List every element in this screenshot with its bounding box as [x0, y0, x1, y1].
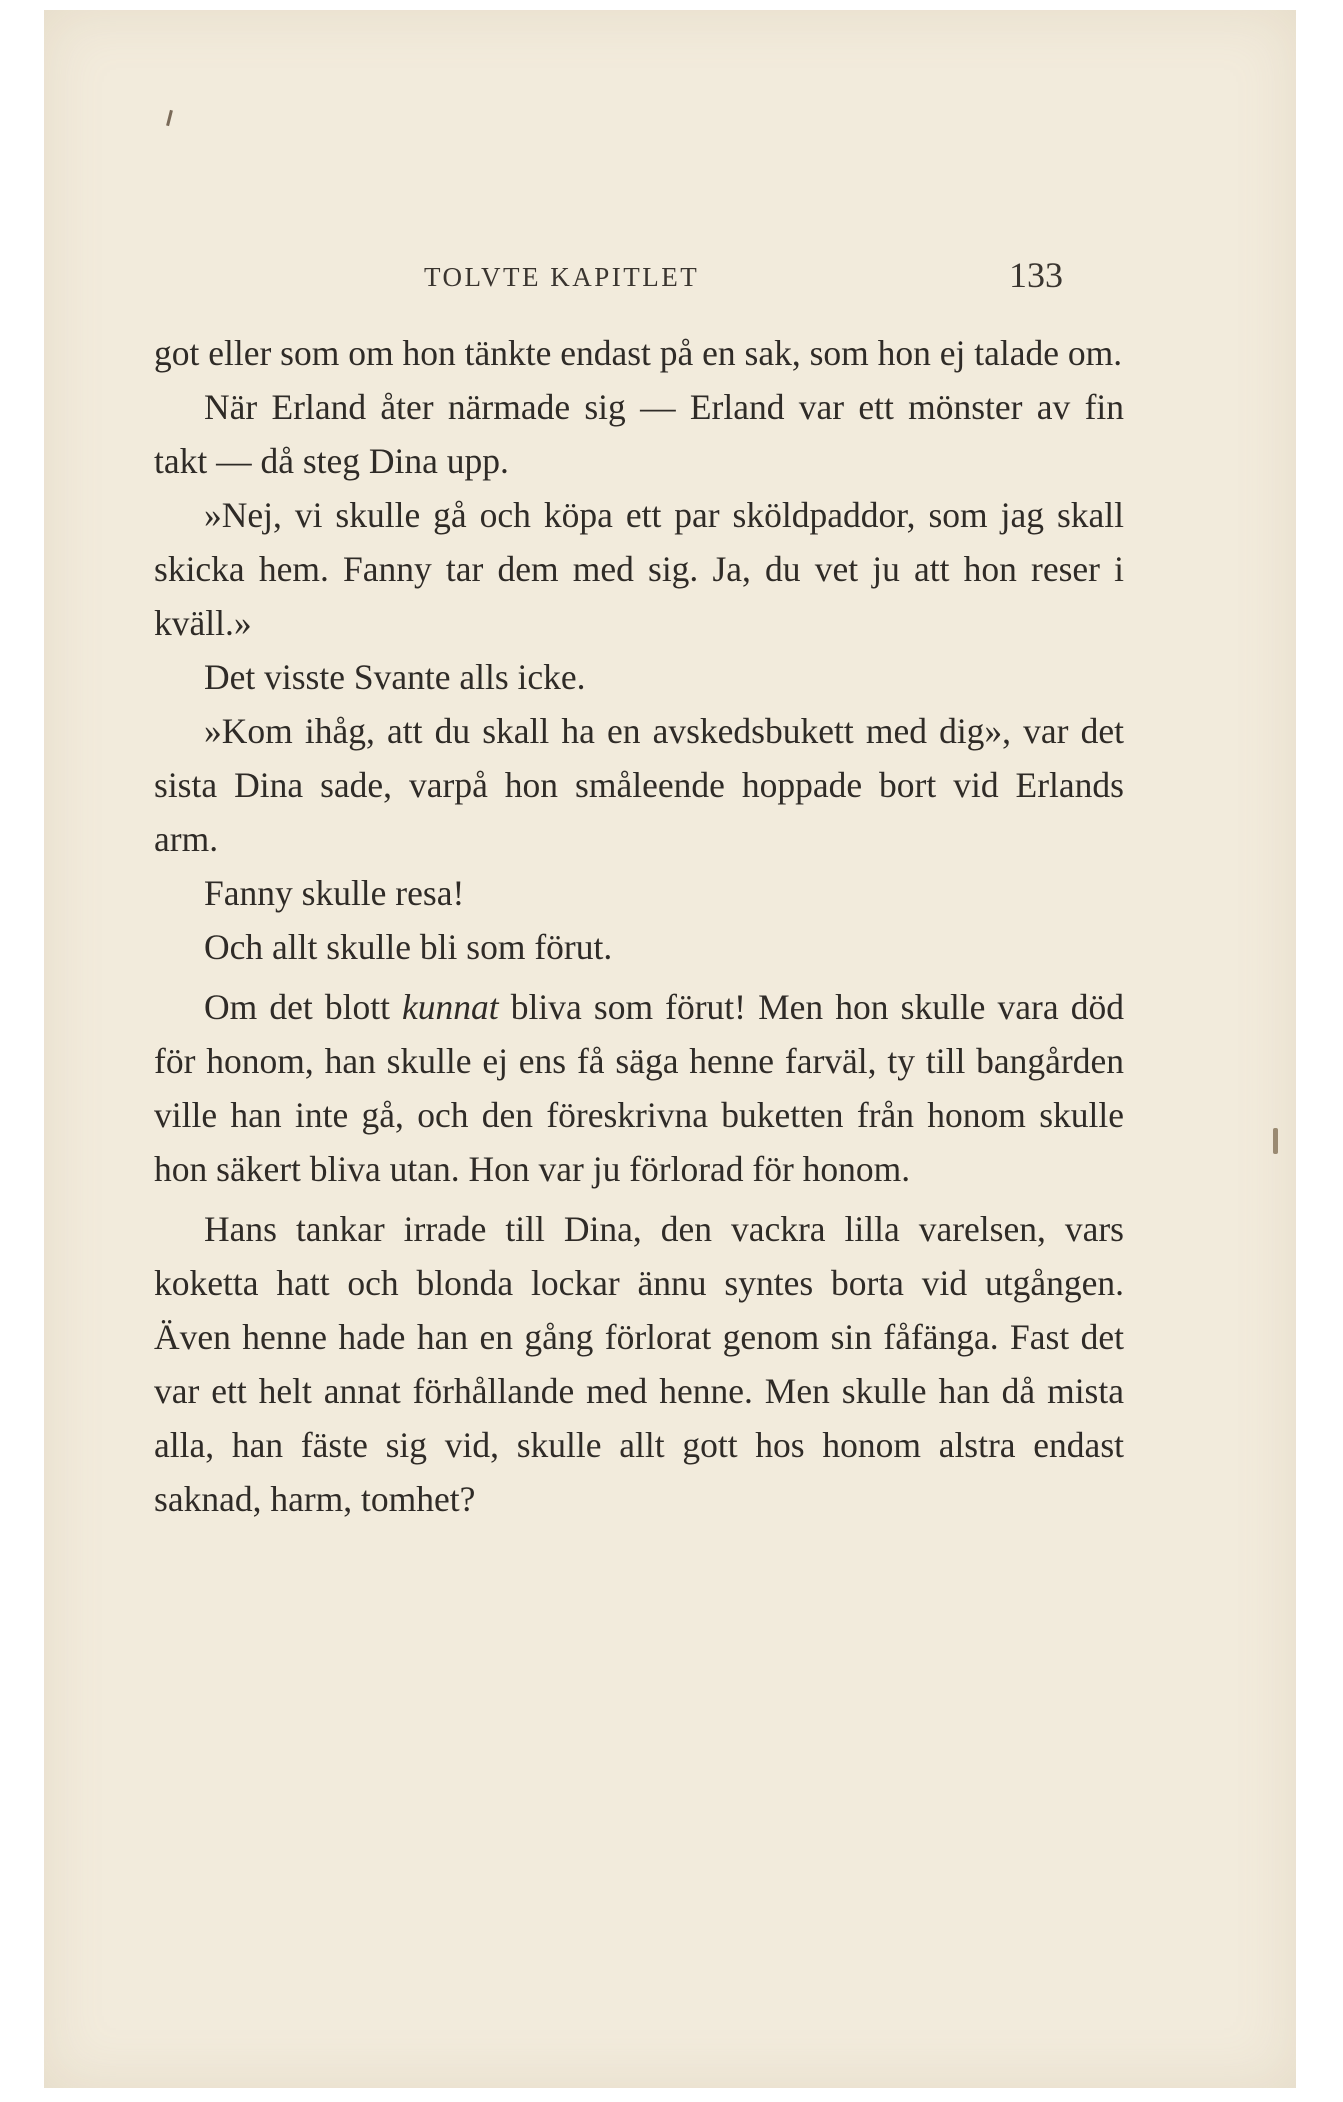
- paragraph: got eller som om hon tänkte endast på en sak, som hon ej talade om.: [154, 333, 1123, 373]
- paragraph: [154, 980, 1124, 1196]
- edge-blemish: [1273, 1128, 1278, 1154]
- paragraph: När Erland åter närmade sig — Erland var ett mönster av fin takt — då steg Dina upp.: [154, 387, 1124, 481]
- page-number: 133: [1009, 255, 1063, 295]
- paragraph: Det visste Svante alls icke.: [204, 657, 586, 697]
- paragraph: Hans tankar irrade till Dina, den vackra lilla varelsen, vars koketta hatt och blonda lockar ännu syntes borta vid utgången. Även henne hade han en gång förlorat genom sin fåfänga. Fast det var ett helt annat förhållande med henne. Men skulle han då mista alla, han fäste sig vid, skulle allt gott hos honom alstra endast saknad, harm, tomhet?: [154, 1209, 1124, 1519]
- paragraph: »Nej, vi skulle gå och köpa ett par sköldpaddor, som jag skall skicka hem. Fanny tar dem med sig. Ja, du vet ju att hon reser i kväll.»: [154, 495, 1124, 643]
- running-head: TOLVTE KAPITLET: [424, 262, 700, 292]
- paragraph: Fanny skulle resa!: [204, 873, 465, 913]
- emphasized-word: kunnat: [402, 987, 499, 1027]
- body-text: [154, 326, 1124, 1526]
- paragraph-text: bliva som förut! Men hon skulle vara död för honom, han skulle ej ens få säga henne farväl, ty till bangården ville han inte gå, och den föreskrivna buketten från honom skulle hon säkert bliva utan. Hon var ju förlorad för honom.: [154, 987, 1124, 1189]
- paragraph-text: Om det blott: [204, 987, 403, 1027]
- paragraph: »Kom ihåg, att du skall ha en avskedsbukett med dig», var det sista Dina sade, varpå hon småleende hoppade bort vid Erlands arm.: [154, 711, 1124, 859]
- paragraph: Och allt skulle bli som förut.: [204, 927, 613, 967]
- stray-ink-mark: [166, 110, 173, 126]
- book-page: [44, 10, 1296, 2088]
